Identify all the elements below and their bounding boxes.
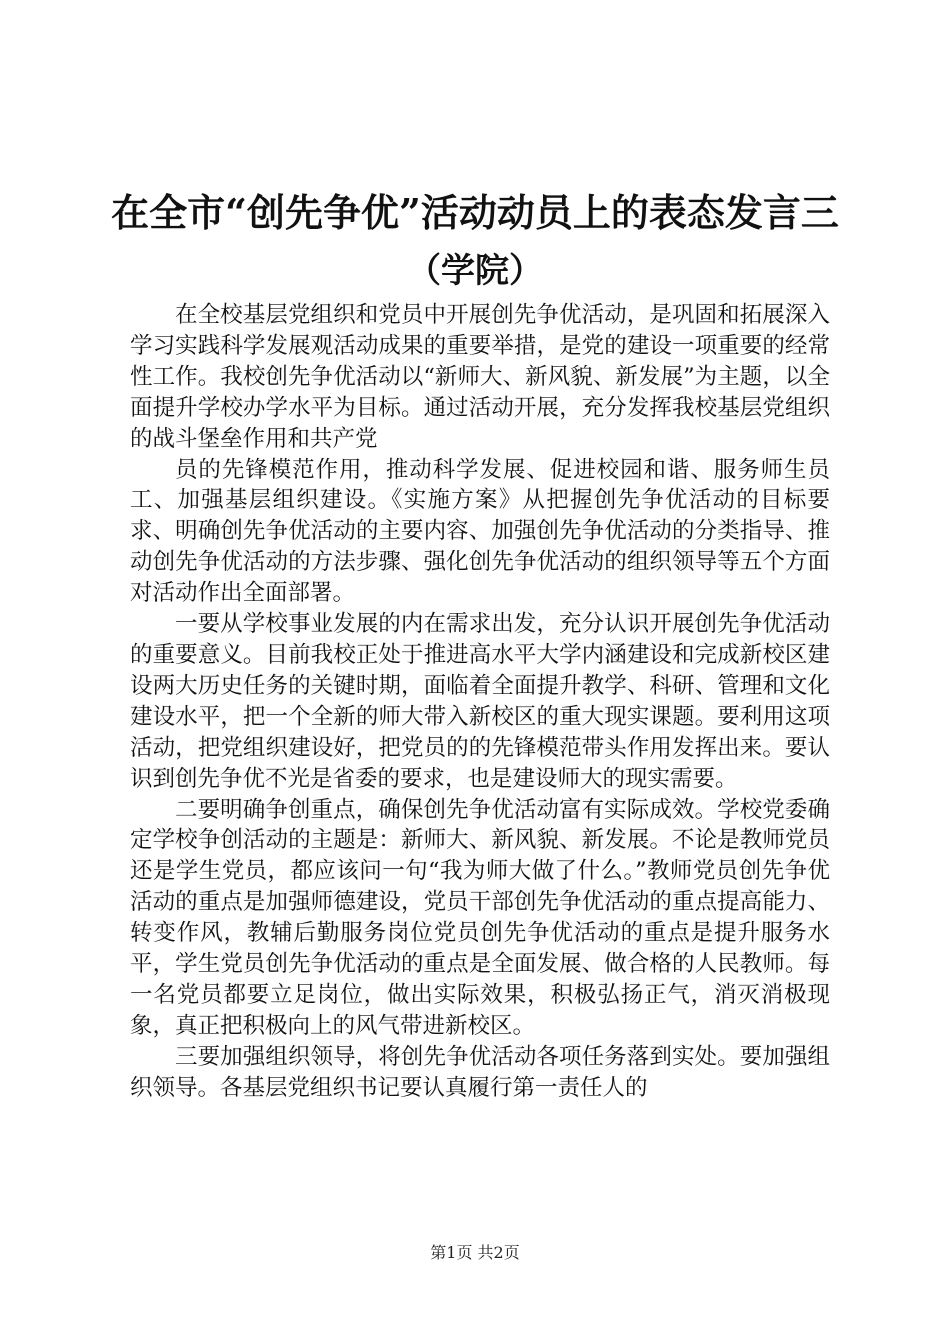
paragraph: 员的先锋模范作用，推动科学发展、促进校园和谐、服务师生员工、加强基层组织建设。《实施方案》从把握创先争优活动的目标要求、明确创先争优活动的主要内容、加强创先争优活动的分类指导、推动创先争优活动的方法步骤、强化创先争优活动的组织领导等五个方面对活动作出全面部署。 bbox=[130, 456, 830, 607]
paragraph: 三要加强组织领导，将创先争优活动各项任务落到实处。要加强组织领导。各基层党组织书记要认真履行第一责任人的 bbox=[130, 1043, 830, 1101]
document-subtitle: （学院） bbox=[407, 251, 543, 291]
paragraph: 在全校基层党组织和党员中开展创先争优活动，是巩固和拓展深入学习实践科学发展观活动成果的重要举措，是党的建设一项重要的经常性工作。我校创先争优活动以“新师大、新风貌、新发展”为主题，以全面提升学校办学水平为目标。通过活动开展，充分发挥我校基层党组织的战斗堡垒作用和共产党 bbox=[130, 302, 830, 452]
document-body bbox=[130, 300, 830, 1104]
paragraph: 二要明确争创重点，确保创先争优活动富有实际成效。学校党委确定学校争创活动的主题是：新师大、新风貌、新发展。不论是教师党员还是学生党员，都应该问一句“我为师大做了什么。”教师党员创先争优活动的重点是加强师德建设，党员干部创先争优活动的重点提高能力、转变作风，教辅后勤服务岗位党员创先争优活动的重点是提升服务水平，学生党员创先争优活动的重点是全面发展、做合格的人民教师。每一名党员都要立足岗位，做出实际效果，积极弘扬正气，消灭消极现象，真正把积极向上的风气带进新校区。 bbox=[130, 796, 830, 1039]
paragraph: 一要从学校事业发展的内在需求出发，充分认识开展创先争优活动的重要意义。目前我校正处于推进高水平大学内涵建设和完成新校区建设两大历史任务的关键时期，面临着全面提升教学、科研、管理和文化建设水平，把一个全新的师大带入新校区的重大现实课题。要利用这项活动，把党组织建设好，把党员的的先锋模范带头作用发挥出来。要认识到创先争优不光是省委的要求，也是建设师大的现实需要。 bbox=[130, 611, 830, 792]
page-number-footer: 第1页 共2页 bbox=[430, 1243, 520, 1262]
document-title: 在全市“创先争优”活动动员上的表态发言三 bbox=[111, 190, 839, 235]
